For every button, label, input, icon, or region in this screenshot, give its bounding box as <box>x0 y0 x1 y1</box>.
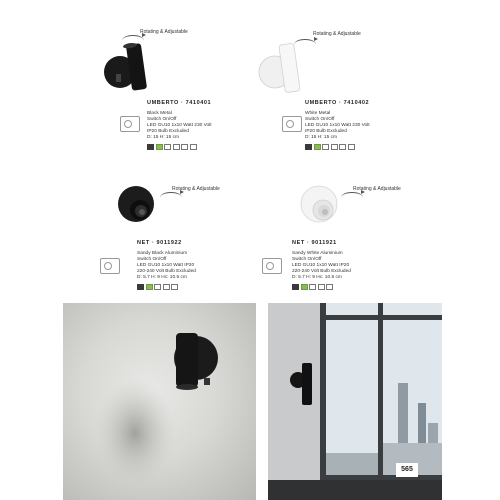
badge-icon <box>348 144 355 150</box>
energy-badge-icon <box>146 284 153 290</box>
rotating-annotation: Rotating & Adjustable <box>353 186 401 192</box>
product-code: 9011921 <box>311 240 337 246</box>
dimension-sketch-icon <box>282 116 302 132</box>
product-title: UMBERTO <box>147 100 179 106</box>
rotation-arrow-icon <box>160 192 182 203</box>
spec-line: LED GU10 1x10 Watt 230 Volt <box>147 123 212 128</box>
spec-line: White Metal <box>305 111 331 116</box>
badge-icon <box>181 144 188 150</box>
photo-wall-lamp <box>63 303 256 500</box>
spec-line: D: 5.7 H: 9 Hc: 10.5 cm <box>292 275 342 280</box>
net-white-info: NET · 9011921 Sandy White Aluminium Switch On/Off LED GU10 1x10 Watt IP20 220-240 Volt Bulb Excluded D: 5.7 H: 9 Hc: 10.5 cm <box>292 240 351 290</box>
product-net-black <box>100 170 250 240</box>
page-number: 565 <box>396 463 418 477</box>
spec-line: IP20 Bulb Excluded <box>305 129 347 134</box>
badge-icon <box>292 284 299 290</box>
energy-badge-icon <box>156 144 163 150</box>
dimension-sketch-icon <box>262 258 282 274</box>
spec-line: LED GU10 1x10 Watt IP20 <box>137 263 195 268</box>
product-code: 7410402 <box>343 100 370 106</box>
umberto-white-info: UMBERTO · 7410402 White Metal Switch On/Off LED GU10 1x10 Watt 230 Volt IP20 Bulb Excluded D: 15 H: 15 cm <box>305 100 370 150</box>
badge-icon <box>171 284 178 290</box>
badge-icon <box>326 284 333 290</box>
net-black-info: NET · 9011922 Sandy Black Aluminium Switch On/Off LED GU10 1x10 Watt IP20 220-240 Volt Bulb Excluded D: 5.7 H: 9 Hc: 10.5 cm <box>137 240 196 290</box>
dimension-sketch-icon <box>100 258 120 274</box>
product-code: 9011922 <box>156 240 182 246</box>
badge-icon <box>147 144 154 150</box>
spec-line: D: 15 H: 15 cm <box>305 135 337 140</box>
badge-icon <box>164 144 171 150</box>
spec-line: Sandy Black Aluminium <box>137 251 188 256</box>
spec-line: Switch On/Off <box>305 117 335 122</box>
spec-line: Switch On/Off <box>137 257 167 262</box>
badge-icon <box>318 284 325 290</box>
badge-icon <box>331 144 338 150</box>
spec-line: D: 15 H: 15 cm <box>147 135 179 140</box>
badge-icon <box>137 284 144 290</box>
net-black-image <box>112 182 162 232</box>
spec-line: Switch On/Off <box>292 257 322 262</box>
badge-icon <box>339 144 346 150</box>
badge-icon <box>305 144 312 150</box>
badge-icon <box>322 144 329 150</box>
spec-line: IP20 Bulb Excluded <box>147 129 189 134</box>
badge-icon <box>163 284 170 290</box>
umberto-black-image <box>100 40 160 100</box>
umberto-black-info: UMBERTO · 7410401 Black Metal Switch On/Off LED GU10 1x10 Watt 230 Volt IP20 Bulb Excluded D: 15 H: 15 cm <box>147 100 212 150</box>
spec-line: Sandy White Aluminium <box>292 251 343 256</box>
umberto-white-image <box>255 40 315 100</box>
spec-line: Switch On/Off <box>147 117 177 122</box>
certification-badges <box>305 144 370 150</box>
spec-line: Black Metal <box>147 111 172 116</box>
product-title: NET <box>137 240 150 246</box>
product-title: NET <box>292 240 305 246</box>
badge-icon <box>309 284 316 290</box>
photo-window-lamp <box>268 303 442 500</box>
spec-line: LED GU10 1x10 Watt IP20 <box>292 263 350 268</box>
energy-badge-icon <box>314 144 321 150</box>
badge-icon <box>190 144 197 150</box>
certification-badges <box>292 284 351 290</box>
product-code: 7410401 <box>185 100 212 106</box>
product-net-white <box>285 170 435 240</box>
certification-badges <box>137 284 196 290</box>
rotating-annotation: Rotating & Adjustable <box>172 186 220 192</box>
dimension-sketch-icon <box>120 116 140 132</box>
certification-badges <box>147 144 212 150</box>
spec-line: LED GU10 1x10 Watt 230 Volt <box>305 123 370 128</box>
badge-icon <box>154 284 161 290</box>
spec-line: 220-240 Volt Bulb Excluded <box>292 269 351 274</box>
badge-icon <box>173 144 180 150</box>
rotation-arrow-icon <box>341 192 363 203</box>
wall-lamp-photo-image <box>63 303 256 500</box>
spec-line: D: 5.7 H: 9 Hc: 10.5 cm <box>137 275 187 280</box>
rotating-annotation: Rotating & Adjustable <box>313 31 361 37</box>
energy-badge-icon <box>301 284 308 290</box>
spec-line: 220-240 Volt Bulb Excluded <box>137 269 196 274</box>
rotating-annotation: Rotating & Adjustable <box>140 29 188 35</box>
net-white-image <box>295 182 345 232</box>
product-title: UMBERTO <box>305 100 337 106</box>
